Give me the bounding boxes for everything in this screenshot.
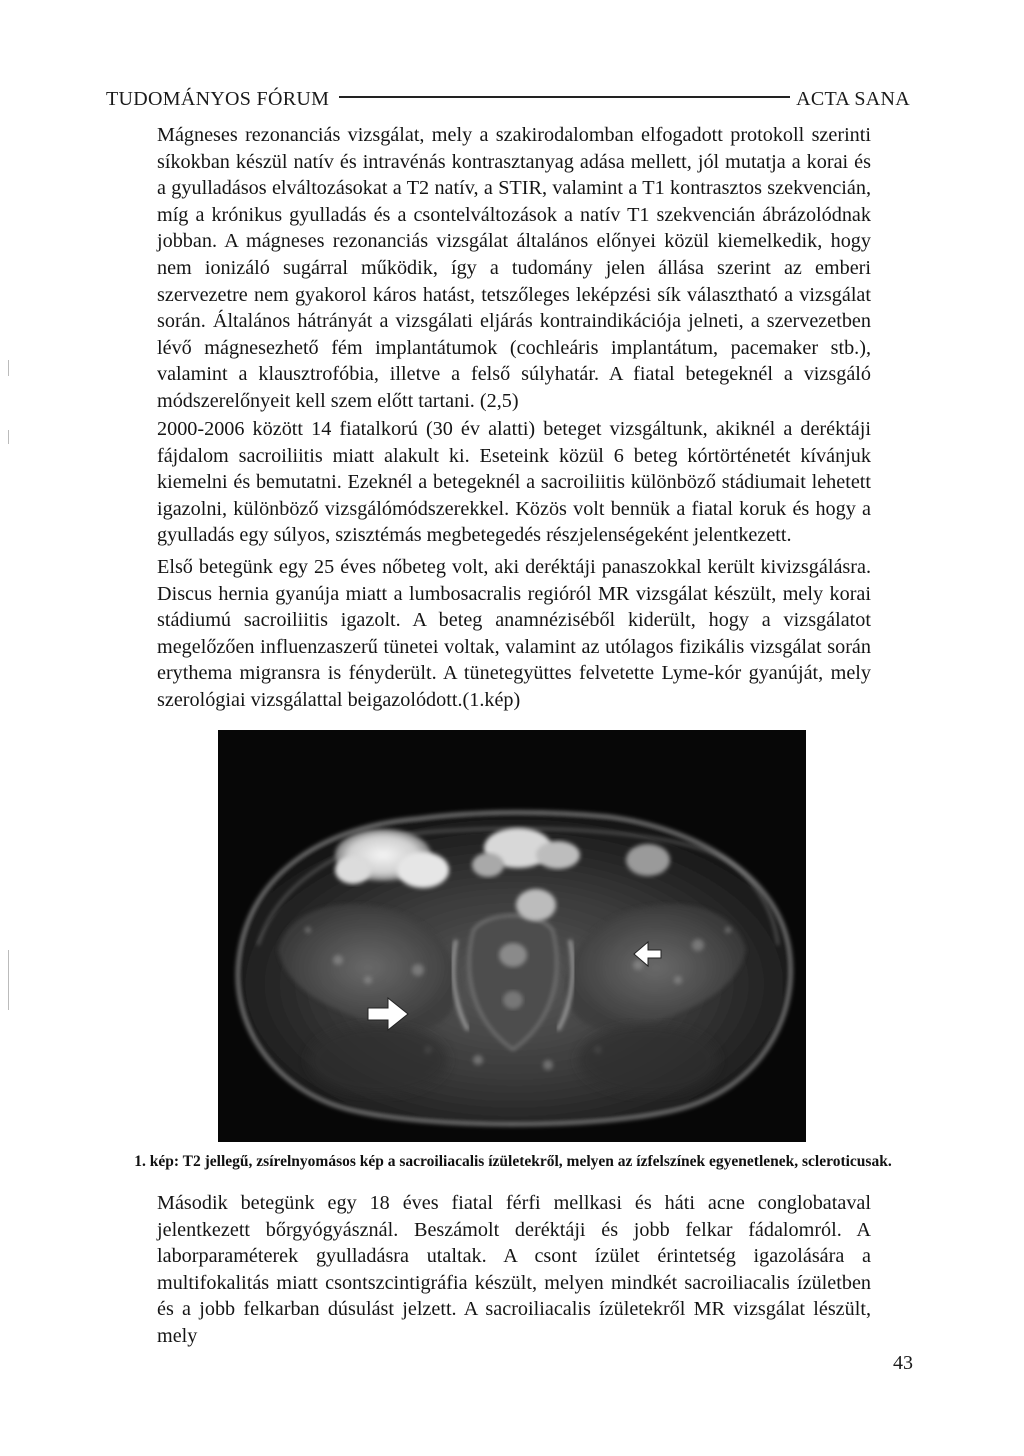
journal-section: TUDOMÁNYOS FÓRUM: [106, 87, 330, 110]
running-header: [106, 84, 910, 114]
page-number: 43: [893, 1352, 913, 1374]
paragraph-first-patient: Első betegünk egy 25 éves nőbeteg volt, aki deréktáji panaszokkal került kivizsgálásra. Discus hernia gyanúja miatt a lumbosacralis regióról MR vizsgálat készült, mely korai stádiumú sacroiliitis igazolt. A beteg anamnéziséből kiderült, hogy a vizsgálatot megelőzően influenzaszerű tünetei voltak, valamint az utólagos fizikális vizsgálat során erythema migransra is fényderült. A tünetegyüttes felvetette Lyme-kór gyanúját, mely szerológiai vizsgálattal beigazolódott.(1.kép): [157, 556, 871, 711]
header-rule: [339, 96, 790, 98]
figure-caption: 1. kép: T2 jellegű, zsírelnyomásos kép a sacroiliacalis ízületekről, melyen az ízfelszínek egyenetlenek, scleroticusak.: [134, 1153, 892, 1170]
mri-figure: [218, 730, 806, 1142]
scan-margin-mark: [8, 950, 9, 1010]
paragraph-second-patient: Második betegünk egy 18 éves fiatal férfi mellkasi és háti acne conglobataval jelentkezett bőrgyógyásznál. Beszámolt deréktáji és jobb felkar fádalomról. A laborparaméterek gyulladásra utaltak. A csont ízület érintetség igazolására a multifokalitás miatt csontszcintigráfia készült, melyen mindkét sacroiliacalis ízületben és a jobb felkarban dúsulást jelzett. A sacroiliacalis ízületekről MR vizsgálat lészült, mely: [157, 1192, 871, 1347]
paragraph-study-cohort: 2000-2006 között 14 fiatalkorú (30 év alatti) beteget vizsgáltunk, akiknél a deréktáji fájdalom sacroiliitis miatt alakult ki. Eseteink közül 6 beteg kórtörténetét kívánjuk kiemelni és bemutatni. Ezeknél a betegeknél a sacroiliitis különböző stádiumait lehetett igazolni, különböző vizsgálómódszerekkel. Közös volt bennük a fiatal koruk és hogy a gyulladás egy súlyos, szisztémás megbetegedés részjelenségeként jelentkezett.: [157, 418, 871, 547]
paragraph-mr-intro: Mágneses rezonanciás vizsgálat, mely a szakirodalomban elfogadott protokoll szerinti síkokban készül natív és intravénás kontrasztanyag adása mellett, jól mutatja a korai és a gyulladásos elváltozásokat a T2 natív, a STIR, valamint a T1 kontrasztos szekvencián, míg a krónikus gyulladás és a csontelváltozások a natív T1 szekvencián ábrázolódnak jobban. A mágneses rezonanciás vizsgálat általános előnyei közül kiemelkedik, hogy nem ionizáló sugárral működik, így a tudomány jelen állása szerint az emberi szervezetre nem gyakorol káros hatást, tetszőleges leképzési sík választható a vizsgálat során. Általános hátrányát a vizsgálati eljárás kontraindikációja jelneti, a szervezetben lévő mágnesezhető fém implantátumok (cochleáris implantátum, pacemaker stb.), valamint a klausztrofóbia, illetve a felső súlyhatár. A fiatal betegeknél a vizsgáló módszerelőnyeit kell szem előtt tartani. (2,5): [157, 124, 871, 412]
journal-name: ACTA SANA: [796, 87, 910, 110]
scan-margin-mark: [8, 360, 9, 376]
scan-margin-mark: [8, 430, 9, 444]
mri-scan-image: [218, 730, 806, 1142]
